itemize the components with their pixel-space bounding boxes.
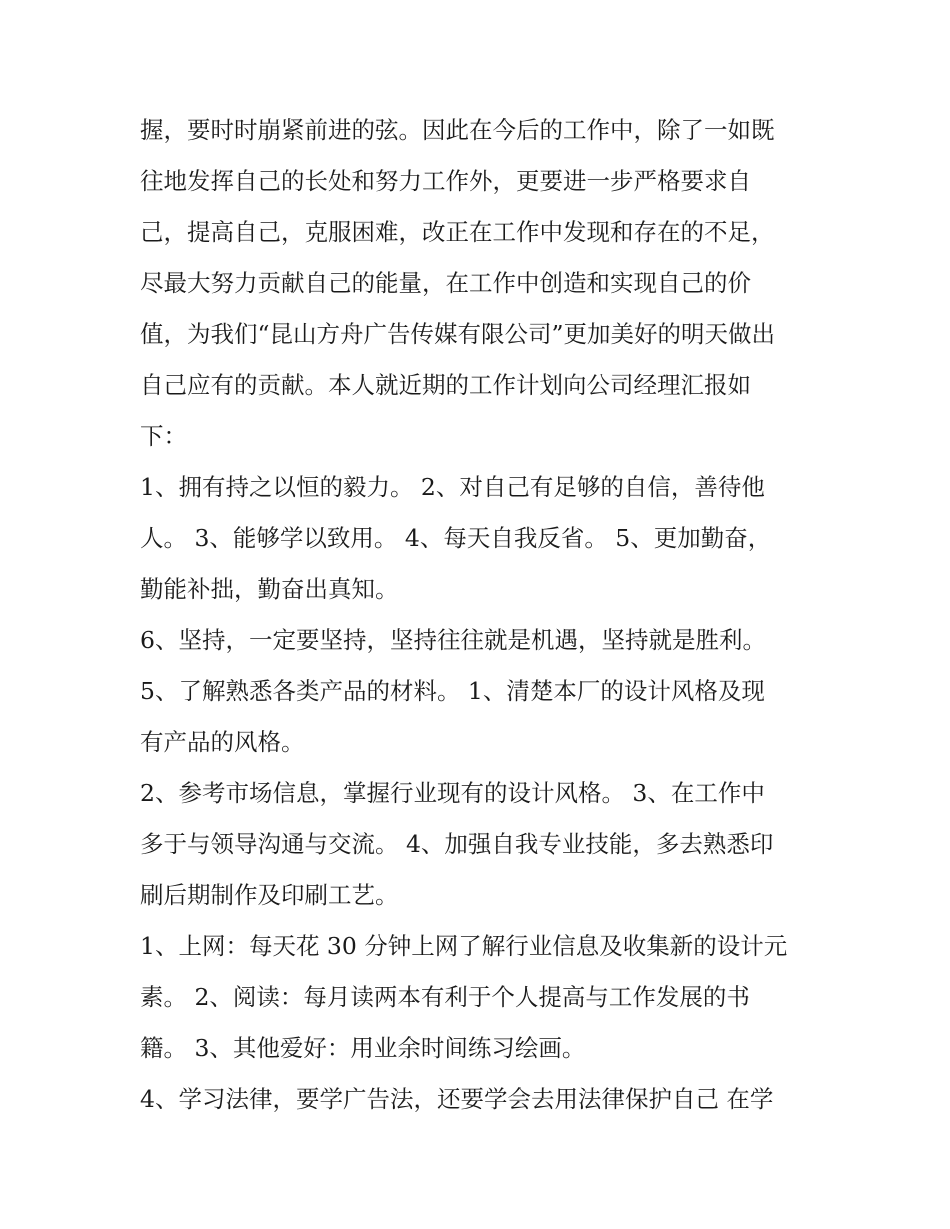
- text-line: 6、坚持，一定要坚持，坚持往往就是机遇，坚持就是胜利。: [140, 626, 766, 654]
- text-line: 多于与领导沟通与交流。 4、加强自我专业技能，多去熟悉印: [140, 830, 774, 858]
- text-line: 自己应有的贡献。本人就近期的工作计划向公司经理汇报如: [140, 371, 751, 399]
- text-line: 人。 3、能够学以致用。 4、每天自我反省。 5、更加勤奋，: [140, 524, 772, 552]
- text-line: 值，为我们“昆山方舟广告传媒有限公司”更加美好的明天做出: [140, 320, 776, 348]
- body-text: [140, 105, 820, 1125]
- text-line: 勤能补拙，勤奋出真知。: [140, 575, 399, 603]
- text-line: 下：: [140, 422, 187, 450]
- text-line: 1、上网：每天花 30 分钟上网了解行业信息及收集新的设计元: [140, 932, 788, 960]
- text-line: 5、了解熟悉各类产品的材料。 1、清楚本厂的设计风格及现: [140, 677, 765, 705]
- text-line: 己，提高自己，克服困难，改正在工作中发现和存在的不足，: [140, 218, 775, 246]
- text-line: 握，要时时崩紧前进的弦。因此在今后的工作中，除了一如既: [140, 116, 775, 144]
- text-line: 有产品的风格。: [140, 728, 305, 756]
- text-line: 往地发挥自己的长处和努力工作外，更要进一步严格要求自: [140, 167, 751, 195]
- text-line: 刷后期制作及印刷工艺。: [140, 881, 399, 909]
- text-line: 尽最大努力贡献自己的能量，在工作中创造和实现自己的价: [140, 269, 751, 297]
- text-line: 2、参考市场信息，掌握行业现有的设计风格。 3、在工作中: [140, 779, 765, 807]
- text-line: 4、学习法律，要学广告法，还要学会去用法律保护自己 在学: [140, 1085, 774, 1113]
- text-line: 1、拥有持之以恒的毅力。 2、对自己有足够的自信，善待他: [140, 473, 765, 501]
- text-line: 籍。 3、其他爱好：用业余时间练习绘画。: [140, 1034, 586, 1062]
- text-line: 素。 2、阅读：每月读两本有利于个人提高与工作发展的书: [140, 983, 750, 1011]
